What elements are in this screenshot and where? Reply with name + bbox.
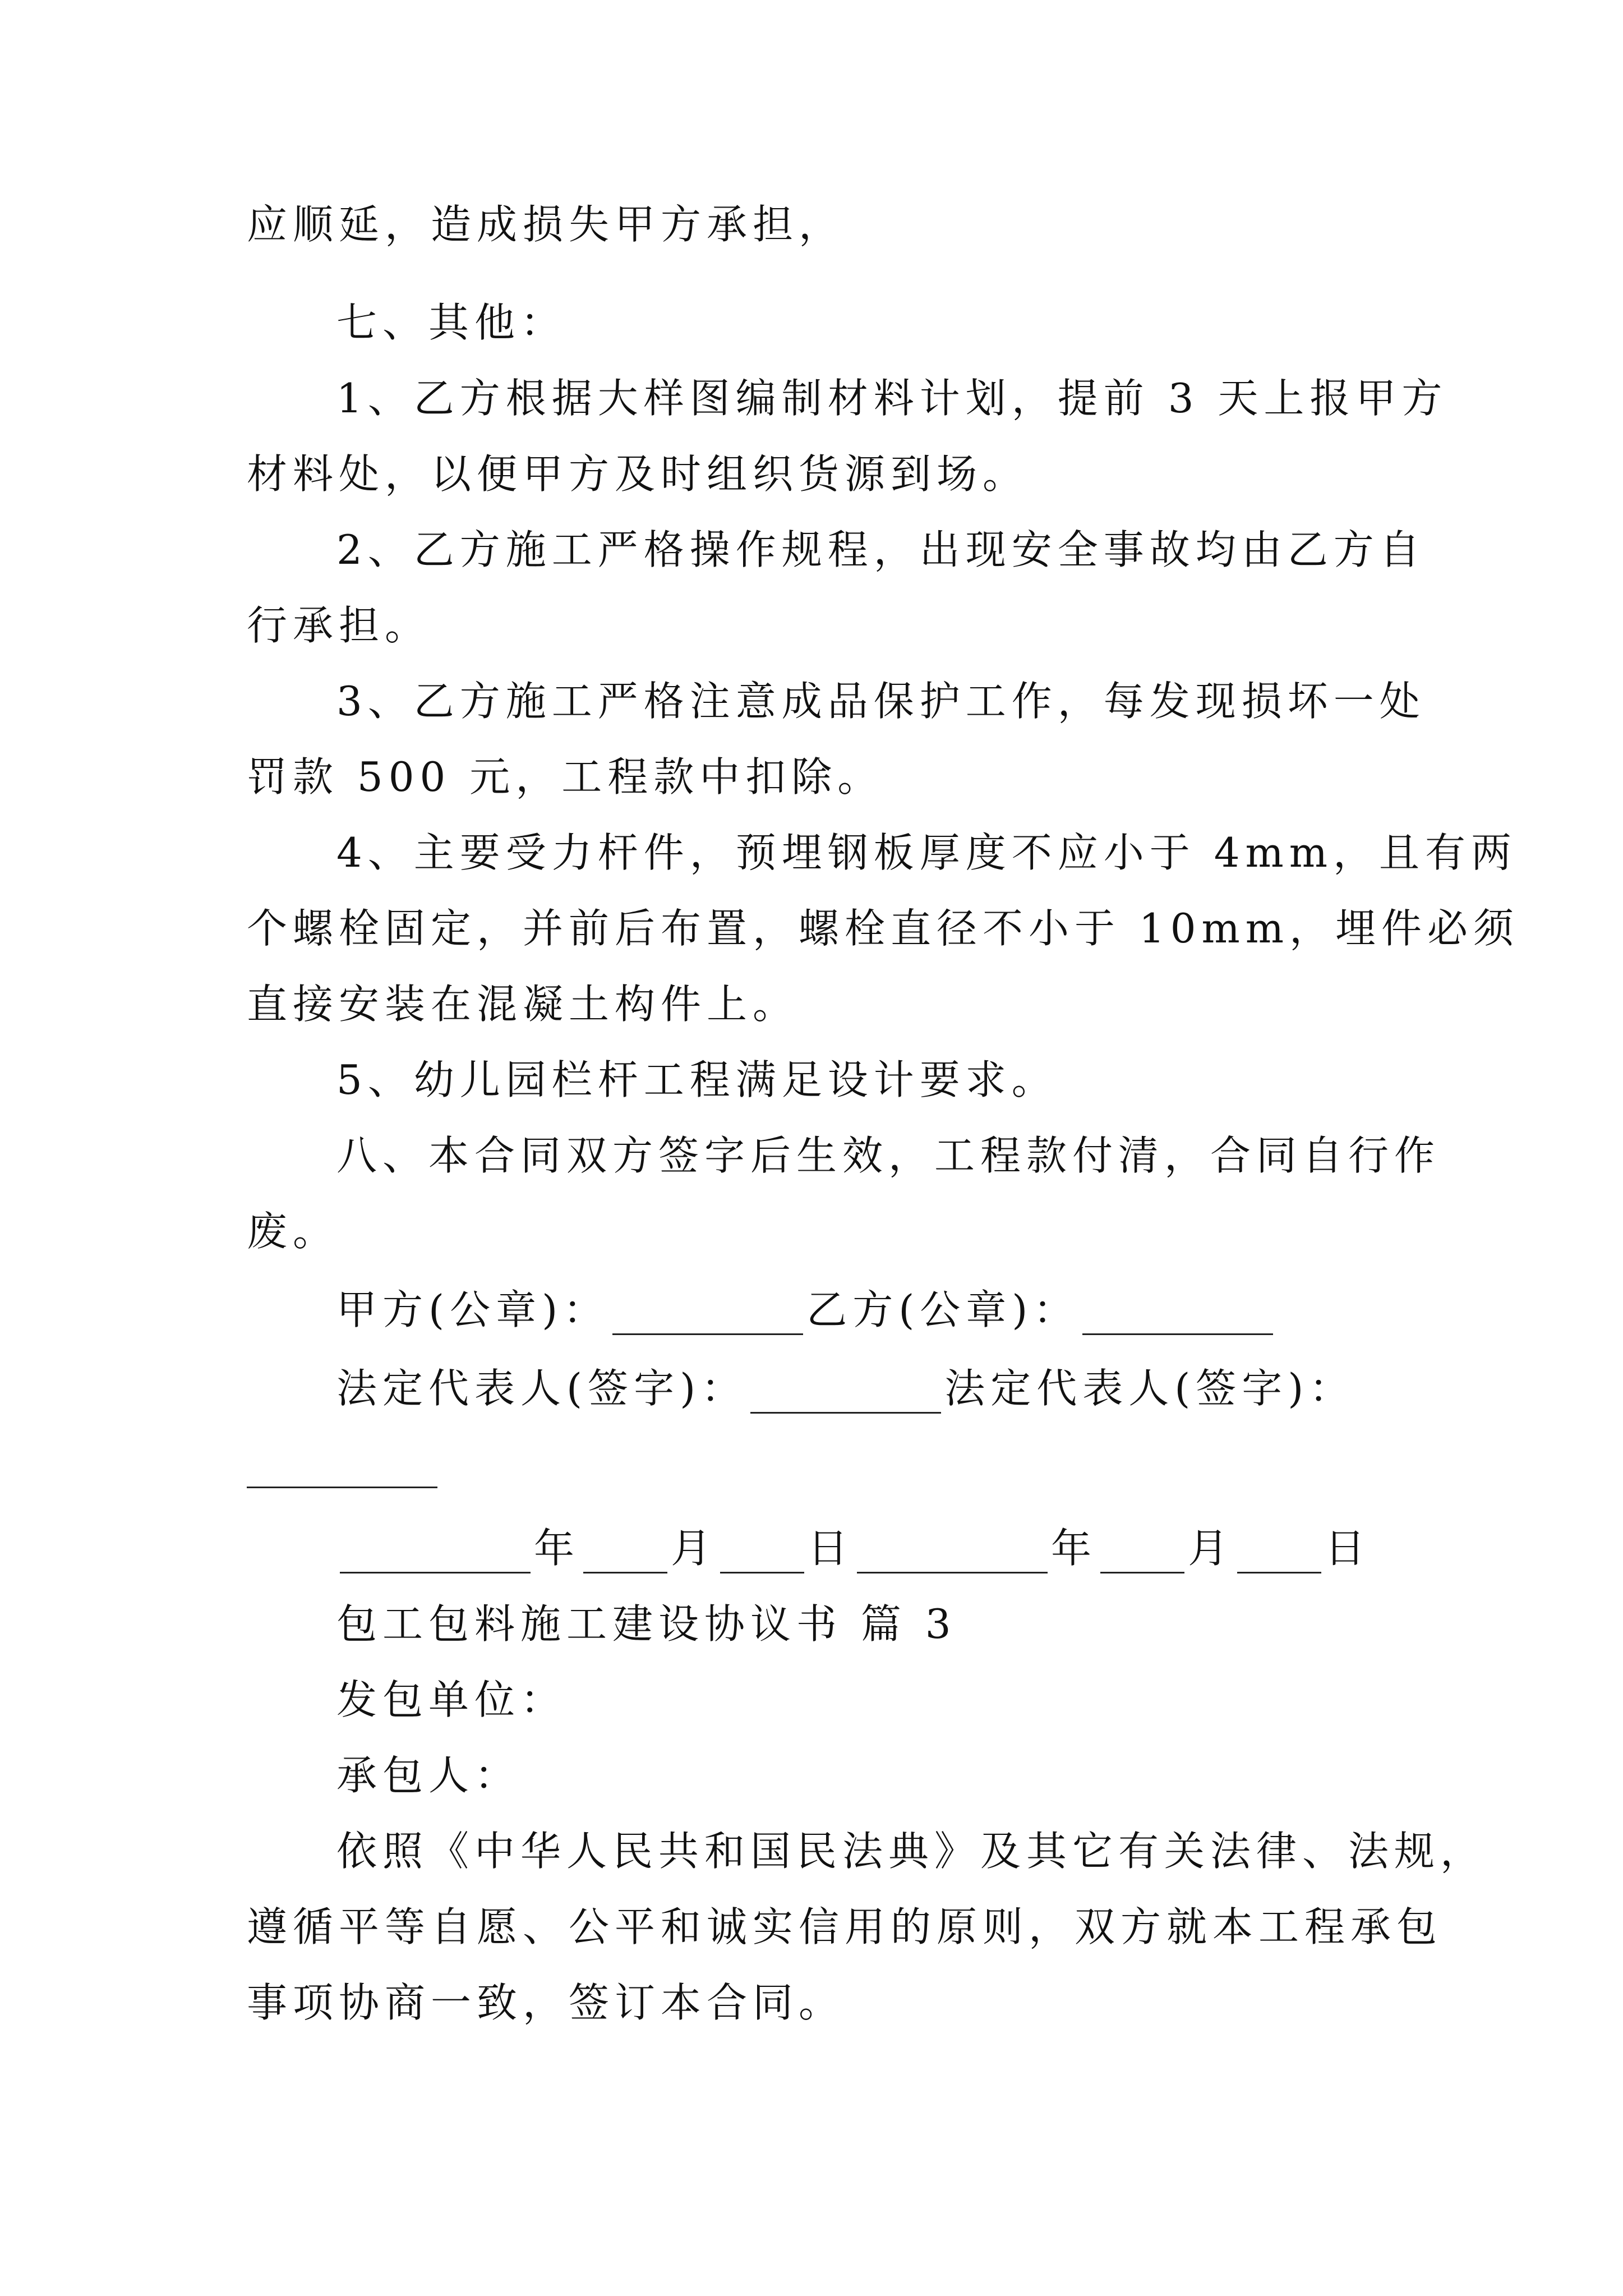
party-b-seal-label: 乙方(公章)：	[806, 1286, 1080, 1333]
paragraph-line: 个螺栓固定，并前后布置，螺栓直径不小于 10mm，埋件必须	[247, 905, 1520, 952]
paragraph-line: 3、乙方施工严格注意成品保护工作，每发现损坏一处	[336, 678, 1426, 725]
legal-rep-row	[336, 1363, 1355, 1414]
date-b-month-blank	[1100, 1533, 1184, 1573]
party-a-seal-blank	[612, 1294, 803, 1335]
date-a-month-unit: 月	[671, 1525, 717, 1572]
date-b-year-blank	[857, 1533, 1048, 1573]
date-a-year-blank	[340, 1533, 531, 1573]
date-b-month-unit: 月	[1188, 1525, 1234, 1572]
date-a-day-unit: 日	[808, 1525, 854, 1572]
section-heading: 七、其他：	[336, 299, 567, 346]
employer-label: 发包单位：	[336, 1676, 567, 1723]
date-row	[336, 1523, 1371, 1573]
paragraph-line: 依照《中华人民共和国民法典》及其它有关法律、法规，	[336, 1828, 1487, 1875]
paragraph-line: 罚款 500 元，工程款中扣除。	[247, 753, 884, 800]
paragraph-line: 直接安装在混凝土构件上。	[247, 981, 799, 1028]
date-b-year-unit: 年	[1051, 1525, 1098, 1572]
legal-rep-a-label: 法定代表人(签字)：	[336, 1365, 748, 1412]
date-b-day-blank	[1237, 1533, 1321, 1573]
date-a-day-blank	[720, 1533, 804, 1573]
paragraph-line: 遵循平等自愿、公平和诚实信用的原则，双方就本工程承包	[247, 1903, 1443, 1950]
legal-rep-b-blank	[247, 1487, 437, 1488]
paragraph-line: 应顺延，造成损失甲方承担，	[247, 201, 845, 248]
paragraph-line: 八、本合同双方签字后生效，工程款付清，合同自行作	[336, 1132, 1441, 1179]
contractor-label: 承包人：	[336, 1752, 521, 1799]
paragraph-line: 5、幼儿园栏杆工程满足设计要求。	[336, 1056, 1058, 1103]
paragraph-line: 2、乙方施工严格操作规程，出现安全事故均由乙方自	[336, 526, 1426, 573]
paragraph-line: 事项协商一致，签订本合同。	[247, 1979, 845, 2026]
paragraph-line: 4、主要受力杆件，预埋钢板厚度不应小于 4mm，且有两	[336, 829, 1518, 876]
party-a-seal-label: 甲方(公章)：	[336, 1286, 610, 1333]
legal-rep-a-blank	[750, 1373, 941, 1414]
date-a-month-blank	[583, 1533, 667, 1573]
paragraph-line: 废。	[247, 1208, 339, 1255]
legal-rep-b-label: 法定代表人(签字)：	[944, 1365, 1355, 1412]
seal-row	[336, 1285, 1276, 1335]
date-b-day-unit: 日	[1325, 1525, 1371, 1572]
paragraph-line: 1、乙方根据大样图编制材料计划，提前 3 天上报甲方	[336, 375, 1448, 422]
date-a-year-unit: 年	[534, 1525, 580, 1572]
paragraph-line: 材料处，以便甲方及时组织货源到场。	[247, 450, 1029, 498]
party-b-seal-blank	[1082, 1294, 1273, 1335]
paragraph-line: 行承担。	[247, 602, 431, 649]
section-title: 包工包料施工建设协议书 篇 3	[336, 1600, 957, 1648]
